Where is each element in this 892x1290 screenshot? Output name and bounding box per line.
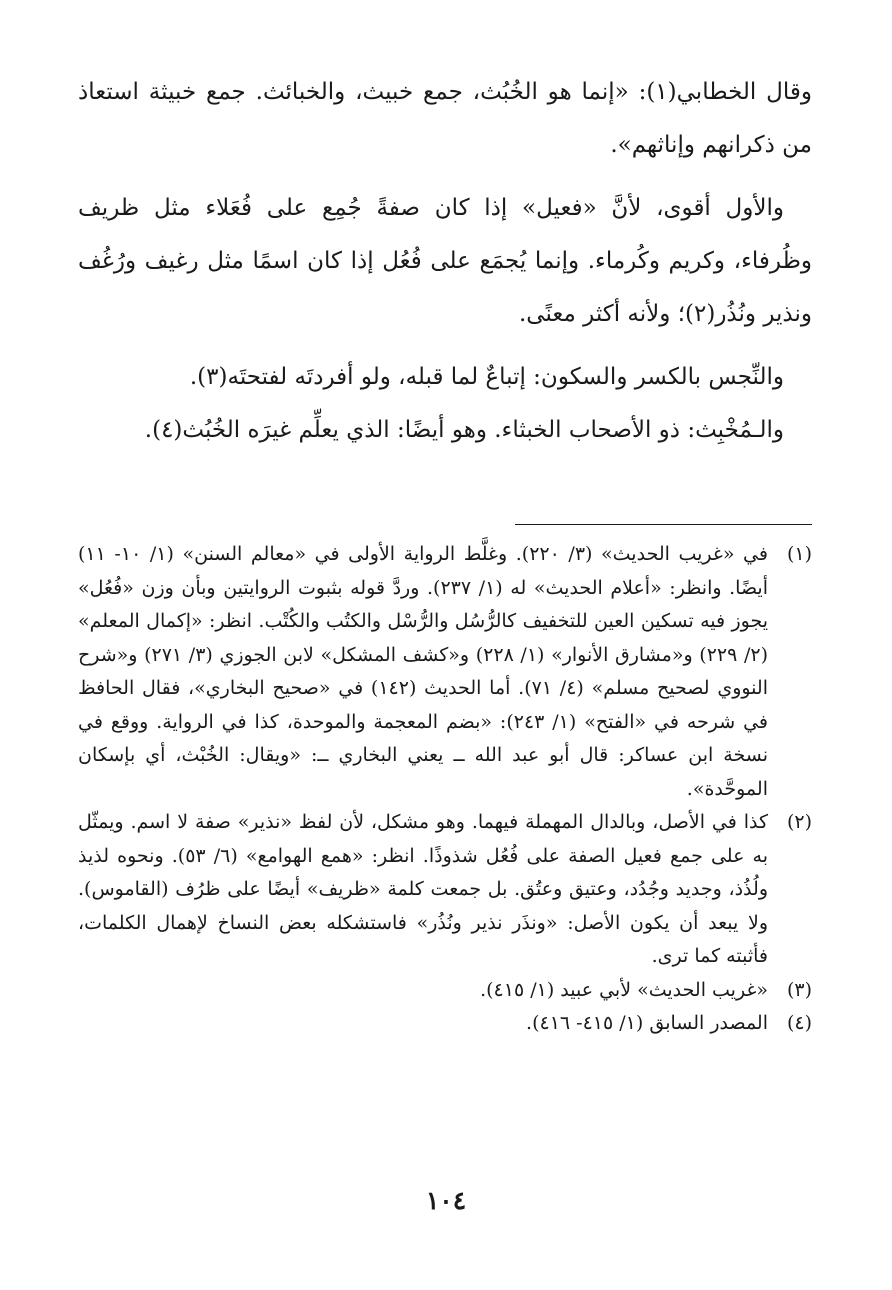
footnote-text: كذا في الأصل، وبالدال المهملة فيهما. وهو مشكل، لأن لفظ «نذير» صفة لا اسم. ويمثّل به على جمع فعيل الصفة على فُعُل شذوذًا. انظر: «همع الهوامع» (٦/ ٥٣). ونحوه لذيذ ولُذُذ، وجديد وجُدُد، وعتيق وعتُق. بل جمعت كلمة «ظريف» أيضًا على ظرُف (القاموس). ولا يبعد أن يكون الأصل: «ونذَر نذير ونُذُر» فاستشكله بعض النساخ لإهمال الكلمات، فأثبته كما ترى. — [78, 811, 768, 967]
footnote-text: في «غريب الحديث» (٣/ ٢٢٠). وغلَّط الرواية الأولى في «معالم السنن» (١/ ١٠- ١١) أيضًا. وانظر: «أعلام الحديث» له (١/ ٢٣٧). وردَّ قوله بثبوت الروايتين وبأن وزن «فُعُل» يجوز فيه تسكين العين للتخفيف كالرُّسُل والرُّسْل والكتُب والكُتْب. انظر: «إكمال المعلم» (٢/ ٢٢٩) و«مشارق الأنوار» (١/ ٢٢٨) و«كشف المشكل» لابن الجوزي (٣/ ٢٧١) و«شرح النووي لصحيح مسلم» (٤/ ٧١). أما الحديث (١٤٢) في «صحيح البخاري»، فقال الحافظ في شرحه في «الفتح» (١/ ٢٤٣): «بضم المعجمة والموحدة، كذا في الرواية. ووقع في نسخة ابن عساكر: قال أبو عبد الله ــ يعني البخاري ــ: «ويقال: الخُبْث، أي بإسكان الموحَّدة». — [78, 543, 769, 800]
footnote-text: المصدر السابق (١/ ٤١٥- ٤١٦). — [526, 1012, 768, 1034]
paragraph-mukhbith: والـمُخْبِث: ذو الأصحاب الخبثاء. وهو أيضًا: الذي يعلِّم غيرَه الخُبُث(٤). — [144, 417, 784, 443]
footnote-number: (٤) — [786, 1012, 812, 1034]
page-number: ١٠٤ — [425, 1186, 467, 1215]
main-text-body — [78, 66, 812, 457]
footnote-text: «غريب الحديث» لأبي عبيد (١/ ٤١٥). — [480, 978, 768, 1001]
footnote-2 — [78, 806, 812, 974]
paragraph-first-stronger: والأول أقوى، لأنَّ «فعيل» إذا كان صفةً جُمِع على فُعَلاء مثل ظريف وظُرفاء، وكريم وكُرماء. وإنما يُجمَع على فُعُل إذا كان اسمًا مثل رغيف ورُغُف ونذير ونُذُر(٢)؛ ولأنه أكثر معنًى. — [78, 195, 812, 327]
footnote-number: (٣) — [786, 978, 812, 1001]
footnotes-section — [78, 538, 812, 1041]
footnote-number: (٢) — [786, 811, 812, 833]
footnote-4 — [78, 1007, 812, 1041]
footnote-3 — [78, 974, 812, 1008]
footnote-1 — [78, 538, 812, 806]
footnote-divider — [515, 524, 812, 525]
footnote-number: (١) — [786, 543, 812, 565]
paragraph-khattabi: وقال الخطابي(١): «إنما هو الخُبُث، جمع خبيث، والخبائث. جمع خبيثة استعاذ من ذكرانهم وإناثهم». — [78, 79, 812, 158]
paragraph-najs: والنِّجس بالكسر والسكون: إتباعٌ لما قبله، ولو أفردتَه لفتحتَه(٣). — [189, 364, 784, 390]
